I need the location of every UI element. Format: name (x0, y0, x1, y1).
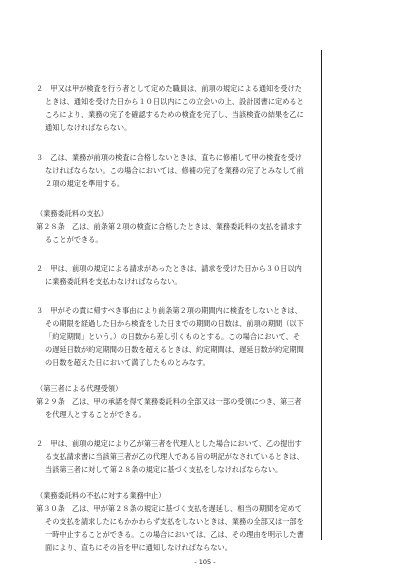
heading-article30: （業務委託料の不払に対する業務中止） (36, 491, 166, 500)
paragraph-article30-1: 第３０条 乙は、甲が第２８条の規定に基づく支払を遅延し、相当の期間を定めてその支払を請求したにもかかわらず支払をしないときは、業務の全部又は一部を一時中止することができる。この場合においては、乙は、その理由を明示した書面により、直ちにその旨を甲に通知しなければならない。 (36, 504, 304, 552)
heading-article28: （業務委託料の支払） (36, 209, 108, 218)
paragraph-article28-2: ２ 甲は、前項の規定による請求があったときは、請求を受けた日から３０日以内に業務委託料を支払わなければならない。 (36, 264, 302, 286)
paragraph-article29-1: 第２９条 乙は、甲の承諾を得て業務委託料の全部又は一部の受領につき、第三者を代理人とすることができる。 (36, 397, 302, 419)
heading-article29: （第三者による代理受領） (36, 384, 123, 393)
paragraph-article29-2: ２ 甲は、前項の規定により乙が第三者を代理人とした場合において、乙の提出する支払請求書に当該第三者が乙の代理人である旨の明記がなされているときは、当該第三者に対して第２８条の規定に基づく支払をしなければならない。 (36, 439, 304, 474)
page-number: - 105 - (194, 558, 216, 566)
paragraph-article28-1: 第２８条 乙は、前条第２項の検査に合格したときは、業務委託料の支払を請求することができる。 (36, 222, 302, 244)
paragraph-article28-3: ３ 甲がその責に帰すべき事由により前条第２項の期間内に検査をしないときは、その期限を経過した日から検査をした日までの期間の日数は、前項の期間（以下「約定期間」という。）の日数から差し引くものとする。この場合において、その遅延日数が約定期間の日数を超えるときは、約定期間は、遅延日数が約定期間の日数を超えた日において満了したものとみなす。 (36, 306, 304, 367)
paragraph-article27-3: ３ 乙は、業務が前項の検査に合格しないときは、直ちに修補して甲の検査を受けなければならない。この場合においては、修補の完了を業務の完了とみなして前２項の規定を準用する。 (36, 153, 304, 188)
paragraph-article27-2: ２ 甲又は甲が検査を行う者として定めた職員は、前項の規定による通知を受けたときは、通知を受けた日から１０日以内にこの立会いの上、設計図書に定めるところにより、業務の完了を確認するための検査を完了し、当該検査の結果を乙に通知しなければならない。 (36, 84, 304, 132)
margin-rule (321, 50, 322, 540)
document-body (36, 82, 304, 554)
